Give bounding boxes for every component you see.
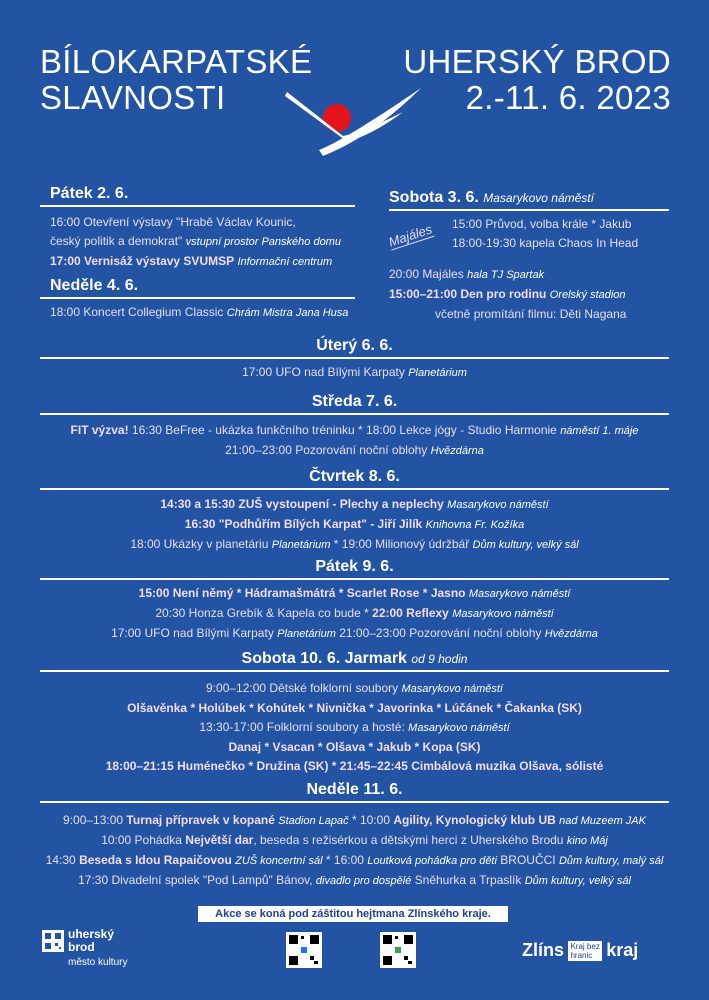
zlin-logo-text: Zlíns: [522, 940, 565, 960]
majales-badge: Majáles: [386, 221, 434, 250]
event-venue: Planetárium: [271, 539, 331, 551]
event-list-wed-7: [0, 421, 709, 461]
event-text: 15:00 Průvod, volba krále * Jakub: [452, 217, 632, 231]
event-highlight: Turnaj přípravek v kopané: [126, 813, 275, 827]
event-venue: Hvězdárna: [544, 628, 598, 640]
day-heading-wed-7: Středa 7. 6.: [311, 393, 398, 410]
event-text: 21:00–23:00 Pozorování noční oblohy: [339, 626, 542, 640]
event-venue: Informační centrum: [237, 256, 333, 268]
event-list-sat-3-more: [389, 265, 626, 324]
event-list-tue-6: [0, 363, 709, 383]
event-text: 14:30: [45, 853, 76, 867]
day-heading-thu-8: Čtvrtek 8. 6.: [309, 468, 400, 485]
event-text: 13:30-17:00 Folklorní soubory a hosté:: [199, 720, 405, 734]
event-text: BROUČCI: [500, 853, 556, 867]
festival-dates: 2.-11. 6. 2023: [465, 79, 671, 116]
event-venue: Masarykovo náměstí: [468, 588, 571, 600]
event-highlight: 22:00 Reflexy: [372, 606, 449, 620]
festival-logo-icon: [283, 78, 423, 158]
zlin-region-logo: [522, 940, 638, 964]
event-text: , beseda s režisérkou a dětskými herci z Uherského Brodu: [253, 833, 564, 847]
qr-code-icon: [380, 932, 416, 968]
divider: [40, 801, 669, 803]
event-highlight: FIT výzva!: [70, 423, 129, 437]
city-name: UHERSKÝ BROD: [403, 43, 671, 80]
divider: [389, 209, 669, 211]
event-text: 9:00–12:00 Dětské folklorní soubory: [206, 681, 399, 695]
day-title: Sobota 3. 6.: [389, 189, 479, 206]
day-title: Sobota 10. 6. Jarmark: [241, 650, 407, 667]
event-list-fri-2: [50, 213, 341, 272]
event-text: 17:00 UFO nad Bílými Karpaty: [111, 626, 274, 640]
event-text: 21:00–23:00 Pozorování noční oblohy: [225, 443, 428, 457]
event-list-fri-9: [0, 584, 709, 644]
event-text: * 19:00 Milionový údržbář: [333, 537, 470, 551]
event-text: * 10:00: [351, 813, 390, 827]
event-highlight: 15:00–21:00 Den pro rodinu: [389, 287, 547, 301]
city-logo-line-1: uherský: [68, 927, 115, 941]
event-list-sun-4: [50, 303, 348, 323]
event-highlight: Agility, Kynologický klub UB: [393, 813, 556, 827]
event-venue: Dům kultury, velký sál: [524, 875, 631, 887]
divider: [40, 297, 355, 299]
event-text: * 16:00: [325, 853, 364, 867]
event-list-thu-8: [0, 495, 709, 555]
city-logo-icon: [42, 930, 64, 952]
event-venue: Chrám Mistra Jana Husa: [226, 307, 349, 319]
event-text: 18:00 Ukázky v planetáriu: [130, 537, 269, 551]
event-text: 16:30 BeFree - ukázka funkčního tréninku * 18:00 Lekce jógy - Studio Harmonie: [131, 423, 557, 437]
event-venue: Knihovna Fr. Kožíka: [425, 519, 525, 531]
festival-title: [40, 44, 312, 116]
event-venue: kino Máj: [566, 835, 608, 847]
zlin-logo-box-line-2: hranic: [570, 950, 593, 960]
event-highlight: 15:00 Není němý * Hádramašmátrá * Scarlet Rose * Jasno: [138, 586, 466, 600]
event-text: včetně promítání filmu: Děti Nagana: [435, 307, 627, 321]
day-heading-sat-10: [0, 649, 709, 669]
event-text: 17:30 Divadelní spolek "Pod Lampů" Bánov,: [78, 873, 313, 887]
event-venue: náměstí 1. máje: [560, 425, 639, 437]
event-venue: Planetárium: [408, 367, 467, 379]
event-list-sat-3: [452, 215, 638, 253]
title-line-2: SLAVNOSTI: [40, 79, 226, 116]
event-text: český politik a demokrat": [50, 234, 183, 248]
event-highlight: 14:30 a 15:30 ZUŠ vystoupení - Plechy a neplechy: [160, 497, 444, 511]
day-heading-fri-2: Pátek 2. 6.: [50, 185, 129, 202]
event-venue: Masarykovo náměstí: [452, 608, 554, 620]
event-venue: Masarykovo náměstí: [483, 191, 594, 205]
divider: [40, 578, 669, 580]
event-venue: Orelský stadion: [549, 289, 626, 301]
event-venue: Dům kultury, malý sál: [558, 855, 664, 867]
event-text: Sněhurka a Trpaslík: [414, 873, 522, 887]
patronage-note: Akce se koná pod záštitou hejtmana Zlínského kraje.: [198, 906, 508, 922]
event-venue: Masarykovo náměstí: [447, 499, 549, 511]
event-highlight: Danaj * Vsacan * Olšava * Jakub * Kopa (SK): [228, 740, 481, 754]
zlin-logo-text: kraj: [606, 940, 639, 960]
event-venue: Hvězdárna: [430, 445, 484, 457]
day-heading-sat-3: [389, 188, 594, 208]
event-venue: hala TJ Spartak: [467, 269, 545, 281]
event-text: 18:00 Koncert Collegium Classic: [50, 305, 224, 319]
event-highlight: 16:30 "Podhůřím Bílých Karpat" - Jiří Jilík: [184, 517, 423, 531]
event-highlight: 17:00 Vernisáž výstavy SVUMSP: [50, 254, 235, 268]
event-venue: Loutková pohádka pro děti: [367, 855, 497, 867]
divider: [40, 670, 669, 672]
day-subtitle: od 9 hodin: [411, 652, 468, 666]
city-and-dates: [403, 44, 671, 116]
event-text: 18:00-19:30 kapela Chaos In Head: [452, 236, 639, 250]
qr-code-icon: [286, 932, 322, 968]
day-heading-sun-4: Neděle 4. 6.: [50, 277, 139, 294]
title-line-1: BÍLOKARPATSKÉ: [40, 43, 313, 80]
event-text: 16:00 Otevření výstavy "Hrabě Václav Kounic,: [50, 215, 296, 229]
event-highlight: Beseda s Idou Rapaičovou: [79, 853, 232, 867]
day-heading-sun-11: Neděle 11. 6.: [306, 781, 403, 798]
divider: [40, 413, 669, 415]
city-logo-line-2: brod: [68, 940, 95, 954]
event-venue: Masarykovo náměstí: [401, 683, 503, 695]
event-list-sun-11: [0, 811, 709, 891]
event-highlight: Olšavěnka * Holúbek * Kohútek * Nivnička * Javorinka * Lúčánek * Čakanka (SK): [127, 701, 582, 715]
event-venue: Masarykovo náměstí: [408, 722, 510, 734]
event-venue: nad Muzeem JAK: [559, 815, 646, 827]
event-text: 20:00 Majáles: [389, 267, 464, 281]
event-venue: divadlo pro dospělé: [315, 875, 412, 887]
event-highlight: 18:00–21:15 Huménečko * Družina (SK) * 21:45–22:45 Cimbálová muzika Olšava, sólisté: [105, 759, 604, 773]
event-text: 10:00 Pohádka: [101, 833, 182, 847]
zlin-logo-box-line-1: Kraj bez: [570, 941, 600, 951]
divider: [40, 205, 355, 207]
city-logo: [68, 928, 127, 969]
event-venue: Dům kultury, velký sál: [472, 539, 579, 551]
event-list-sat-10: [0, 679, 709, 776]
zlin-logo-box: [568, 941, 601, 961]
event-text: 20:30 Honza Grebík & Kapela co bude *: [155, 606, 369, 620]
city-logo-tagline: město kultury: [68, 957, 128, 968]
day-heading-tue-6: Úterý 6. 6.: [316, 337, 393, 354]
event-venue: Stadion Lapač: [278, 815, 349, 827]
day-heading-fri-9: Pátek 9. 6.: [315, 558, 394, 575]
event-text: 9:00–13:00: [63, 813, 124, 827]
event-venue: ZUŠ koncertní sál: [235, 855, 323, 867]
divider: [40, 488, 669, 490]
divider: [40, 357, 669, 359]
event-venue: Planetárium: [277, 628, 336, 640]
event-venue: vstupní prostor Panského domu: [185, 236, 341, 248]
event-text: 17:00 UFO nad Bílými Karpaty: [242, 365, 405, 379]
event-highlight: Největší dar: [185, 833, 254, 847]
